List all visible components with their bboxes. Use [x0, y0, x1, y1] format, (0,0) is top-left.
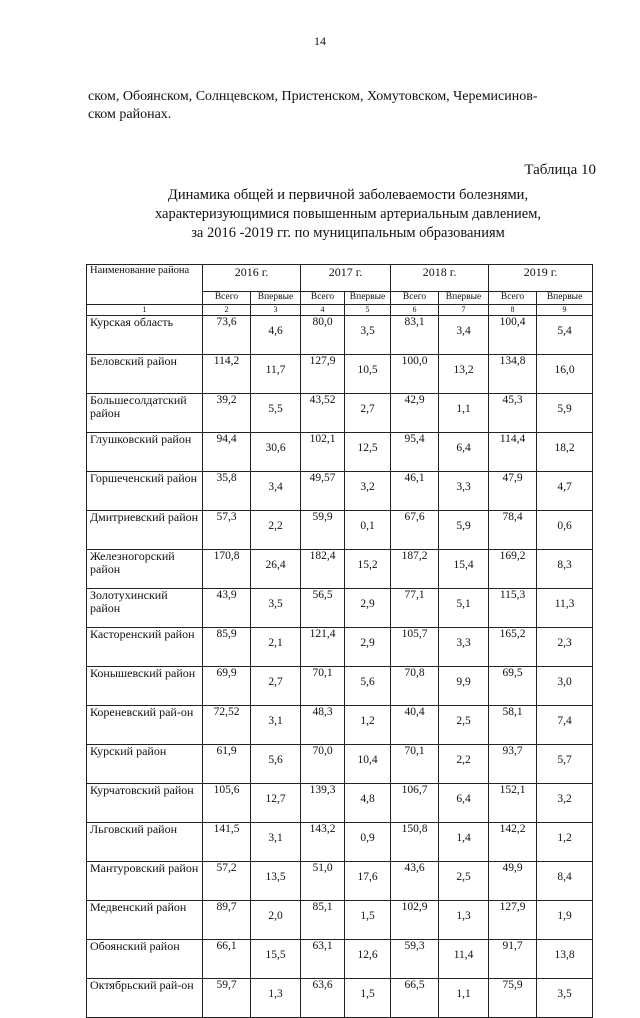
- district-name: Железногорский район: [87, 550, 203, 589]
- cell-first-time: 5,9: [439, 511, 489, 550]
- cell-first-time: 2,5: [439, 706, 489, 745]
- table-label: Таблица 10: [524, 162, 596, 178]
- cell-total: 43,6: [391, 862, 439, 901]
- district-name: Курская область: [87, 316, 203, 355]
- cell-total: 170,8: [203, 550, 251, 589]
- cell-total: 102,1: [301, 433, 345, 472]
- district-name: Курчатовский район: [87, 784, 203, 823]
- table-row: [87, 706, 593, 745]
- column-subheader-first: Впервые: [439, 292, 489, 305]
- cell-first-time: 17,6: [345, 862, 391, 901]
- cell-first-time: 10,4: [345, 745, 391, 784]
- cell-total: 43,52: [301, 394, 345, 433]
- cell-total: 100,0: [391, 355, 439, 394]
- cell-total: 70,1: [301, 667, 345, 706]
- cell-first-time: 9,9: [439, 667, 489, 706]
- table-row: [87, 394, 593, 433]
- district-name: Дмитриевский район: [87, 511, 203, 550]
- cell-total: 182,4: [301, 550, 345, 589]
- table-row: [87, 745, 593, 784]
- cell-total: 85,1: [301, 901, 345, 940]
- column-number: 7: [439, 305, 489, 316]
- table-row: [87, 355, 593, 394]
- cell-total: 40,4: [391, 706, 439, 745]
- cell-total: 142,2: [489, 823, 537, 862]
- cell-first-time: 5,6: [251, 745, 301, 784]
- cell-total: 59,9: [301, 511, 345, 550]
- cell-total: 70,8: [391, 667, 439, 706]
- column-subheader-total: Всего: [489, 292, 537, 305]
- column-header-year: 2018 г.: [391, 265, 489, 292]
- table-body: [87, 316, 593, 1018]
- cell-first-time: 8,3: [537, 550, 593, 589]
- cell-first-time: 3,2: [537, 784, 593, 823]
- cell-total: 59,7: [203, 979, 251, 1018]
- cell-first-time: 1,5: [345, 901, 391, 940]
- cell-total: 57,2: [203, 862, 251, 901]
- cell-first-time: 5,9: [537, 394, 593, 433]
- cell-first-time: 2,2: [439, 745, 489, 784]
- table-row: [87, 823, 593, 862]
- cell-total: 127,9: [489, 901, 537, 940]
- column-subheader-first: Впервые: [251, 292, 301, 305]
- cell-first-time: 4,8: [345, 784, 391, 823]
- cell-total: 49,57: [301, 472, 345, 511]
- cell-total: 80,0: [301, 316, 345, 355]
- column-number: 2: [203, 305, 251, 316]
- cell-total: 152,1: [489, 784, 537, 823]
- cell-first-time: 1,9: [537, 901, 593, 940]
- cell-total: 127,9: [301, 355, 345, 394]
- cell-total: 85,9: [203, 628, 251, 667]
- cell-total: 47,9: [489, 472, 537, 511]
- cell-total: 78,4: [489, 511, 537, 550]
- cell-total: 105,6: [203, 784, 251, 823]
- table-row: [87, 784, 593, 823]
- caption-line: Динамика общей и первичной заболеваемости болезнями,: [167, 187, 529, 203]
- cell-total: 69,9: [203, 667, 251, 706]
- district-name: Касторенский район: [87, 628, 203, 667]
- cell-total: 58,1: [489, 706, 537, 745]
- column-header-year: 2019 г.: [489, 265, 593, 292]
- cell-total: 48,3: [301, 706, 345, 745]
- cell-total: 57,3: [203, 511, 251, 550]
- cell-first-time: 5,7: [537, 745, 593, 784]
- cell-total: 66,5: [391, 979, 439, 1018]
- district-name: Октябрьский рай-он: [87, 979, 203, 1018]
- cell-first-time: 3,3: [439, 628, 489, 667]
- cell-first-time: 5,4: [537, 316, 593, 355]
- cell-total: 121,4: [301, 628, 345, 667]
- column-number: 3: [251, 305, 301, 316]
- cell-total: 39,2: [203, 394, 251, 433]
- district-name: Кореневский рай-он: [87, 706, 203, 745]
- table-row: [87, 628, 593, 667]
- column-number: 1: [87, 305, 203, 316]
- cell-first-time: 3,4: [251, 472, 301, 511]
- cell-total: 106,7: [391, 784, 439, 823]
- cell-first-time: 8,4: [537, 862, 593, 901]
- cell-total: 59,3: [391, 940, 439, 979]
- cell-total: 115,3: [489, 589, 537, 628]
- cell-first-time: 2,2: [251, 511, 301, 550]
- cell-first-time: 16,0: [537, 355, 593, 394]
- cell-first-time: 18,2: [537, 433, 593, 472]
- cell-total: 91,7: [489, 940, 537, 979]
- cell-first-time: 3,4: [439, 316, 489, 355]
- cell-first-time: 3,5: [537, 979, 593, 1018]
- table-caption: [88, 186, 608, 243]
- cell-first-time: 12,7: [251, 784, 301, 823]
- cell-first-time: 11,7: [251, 355, 301, 394]
- cell-total: 72,52: [203, 706, 251, 745]
- district-name: Глушковский район: [87, 433, 203, 472]
- cell-total: 51,0: [301, 862, 345, 901]
- cell-first-time: 2,7: [345, 394, 391, 433]
- cell-total: 70,1: [391, 745, 439, 784]
- table-row: [87, 940, 593, 979]
- cell-first-time: 0,9: [345, 823, 391, 862]
- cell-total: 42,9: [391, 394, 439, 433]
- district-name: Мантуровский район: [87, 862, 203, 901]
- district-name: Золотухинский район: [87, 589, 203, 628]
- column-subheader-total: Всего: [301, 292, 345, 305]
- cell-first-time: 5,6: [345, 667, 391, 706]
- table-row: [87, 589, 593, 628]
- cell-first-time: 6,4: [439, 784, 489, 823]
- cell-first-time: 3,0: [537, 667, 593, 706]
- table-row: [87, 862, 593, 901]
- cell-total: 141,5: [203, 823, 251, 862]
- cell-total: 114,2: [203, 355, 251, 394]
- district-name: Горшеченский район: [87, 472, 203, 511]
- caption-line: характеризующимися повышенным артериальным давлением,: [154, 206, 542, 222]
- column-number: 4: [301, 305, 345, 316]
- cell-first-time: 3,5: [251, 589, 301, 628]
- cell-first-time: 10,5: [345, 355, 391, 394]
- cell-first-time: 3,1: [251, 823, 301, 862]
- cell-first-time: 1,1: [439, 979, 489, 1018]
- cell-first-time: 4,7: [537, 472, 593, 511]
- cell-first-time: 2,9: [345, 589, 391, 628]
- cell-total: 69,5: [489, 667, 537, 706]
- cell-total: 89,7: [203, 901, 251, 940]
- cell-first-time: 15,5: [251, 940, 301, 979]
- cell-first-time: 15,2: [345, 550, 391, 589]
- column-subheader-first: Впервые: [537, 292, 593, 305]
- cell-first-time: 1,3: [439, 901, 489, 940]
- cell-first-time: 11,4: [439, 940, 489, 979]
- cell-first-time: 3,2: [345, 472, 391, 511]
- cell-total: 56,5: [301, 589, 345, 628]
- cell-first-time: 13,5: [251, 862, 301, 901]
- table-row: [87, 316, 593, 355]
- cell-total: 134,8: [489, 355, 537, 394]
- cell-total: 83,1: [391, 316, 439, 355]
- cell-total: 75,9: [489, 979, 537, 1018]
- cell-first-time: 12,5: [345, 433, 391, 472]
- district-name: Обоянский район: [87, 940, 203, 979]
- cell-first-time: 3,3: [439, 472, 489, 511]
- cell-first-time: 2,3: [537, 628, 593, 667]
- cell-total: 169,2: [489, 550, 537, 589]
- cell-first-time: 1,2: [345, 706, 391, 745]
- district-name: Беловский район: [87, 355, 203, 394]
- cell-total: 77,1: [391, 589, 439, 628]
- table-row: [87, 472, 593, 511]
- caption-line: за 2016 -2019 гг. по муниципальным образованиям: [191, 225, 505, 241]
- cell-total: 66,1: [203, 940, 251, 979]
- cell-total: 70,0: [301, 745, 345, 784]
- cell-first-time: 1,5: [345, 979, 391, 1018]
- table-row: [87, 901, 593, 940]
- cell-total: 63,6: [301, 979, 345, 1018]
- column-number: 5: [345, 305, 391, 316]
- table-row: [87, 511, 593, 550]
- cell-total: 100,4: [489, 316, 537, 355]
- table-row: [87, 979, 593, 1018]
- cell-first-time: 1,3: [251, 979, 301, 1018]
- cell-first-time: 12,6: [345, 940, 391, 979]
- cell-first-time: 13,8: [537, 940, 593, 979]
- cell-first-time: 26,4: [251, 550, 301, 589]
- cell-total: 150,8: [391, 823, 439, 862]
- cell-first-time: 11,3: [537, 589, 593, 628]
- cell-total: 61,9: [203, 745, 251, 784]
- cell-first-time: 3,5: [345, 316, 391, 355]
- cell-total: 114,4: [489, 433, 537, 472]
- cell-first-time: 15,4: [439, 550, 489, 589]
- cell-first-time: 30,6: [251, 433, 301, 472]
- table-row: [87, 667, 593, 706]
- intro-paragraph: [88, 88, 608, 124]
- cell-first-time: 1,4: [439, 823, 489, 862]
- cell-total: 63,1: [301, 940, 345, 979]
- cell-first-time: 2,0: [251, 901, 301, 940]
- cell-first-time: 2,7: [251, 667, 301, 706]
- cell-first-time: 5,1: [439, 589, 489, 628]
- cell-first-time: 2,5: [439, 862, 489, 901]
- cell-first-time: 1,2: [537, 823, 593, 862]
- column-number: 6: [391, 305, 439, 316]
- district-name: Медвенский район: [87, 901, 203, 940]
- intro-line-1: ском, Обоянском, Солнцевском, Пристенском, Хомутовском, Черемисинов-: [88, 89, 538, 104]
- column-header-name: Наименование района: [87, 265, 203, 305]
- cell-total: 73,6: [203, 316, 251, 355]
- page-number: 14: [314, 34, 326, 48]
- cell-total: 139,3: [301, 784, 345, 823]
- district-name: Льговский район: [87, 823, 203, 862]
- cell-total: 43,9: [203, 589, 251, 628]
- table-row: [87, 433, 593, 472]
- cell-total: 45,3: [489, 394, 537, 433]
- cell-total: 187,2: [391, 550, 439, 589]
- cell-total: 49,9: [489, 862, 537, 901]
- cell-first-time: 4,6: [251, 316, 301, 355]
- intro-line-2: ском районах.: [88, 107, 172, 122]
- cell-total: 95,4: [391, 433, 439, 472]
- cell-first-time: 2,1: [251, 628, 301, 667]
- cell-first-time: 7,4: [537, 706, 593, 745]
- cell-first-time: 2,9: [345, 628, 391, 667]
- cell-first-time: 5,5: [251, 394, 301, 433]
- column-subheader-total: Всего: [391, 292, 439, 305]
- cell-total: 35,8: [203, 472, 251, 511]
- cell-first-time: 3,1: [251, 706, 301, 745]
- district-name: Конышевский район: [87, 667, 203, 706]
- cell-first-time: 1,1: [439, 394, 489, 433]
- column-number: 8: [489, 305, 537, 316]
- column-header-year: 2017 г.: [301, 265, 391, 292]
- cell-total: 165,2: [489, 628, 537, 667]
- cell-total: 105,7: [391, 628, 439, 667]
- column-number: 9: [537, 305, 593, 316]
- cell-total: 102,9: [391, 901, 439, 940]
- cell-total: 94,4: [203, 433, 251, 472]
- column-subheader-total: Всего: [203, 292, 251, 305]
- district-name: Курский район: [87, 745, 203, 784]
- column-header-year: 2016 г.: [203, 265, 301, 292]
- cell-first-time: 0,1: [345, 511, 391, 550]
- cell-first-time: 13,2: [439, 355, 489, 394]
- cell-total: 143,2: [301, 823, 345, 862]
- cell-total: 67,6: [391, 511, 439, 550]
- table-row: [87, 550, 593, 589]
- cell-first-time: 6,4: [439, 433, 489, 472]
- cell-first-time: 0,6: [537, 511, 593, 550]
- district-name: Большесолдатский район: [87, 394, 203, 433]
- cell-total: 46,1: [391, 472, 439, 511]
- column-subheader-first: Впервые: [345, 292, 391, 305]
- cell-total: 93,7: [489, 745, 537, 784]
